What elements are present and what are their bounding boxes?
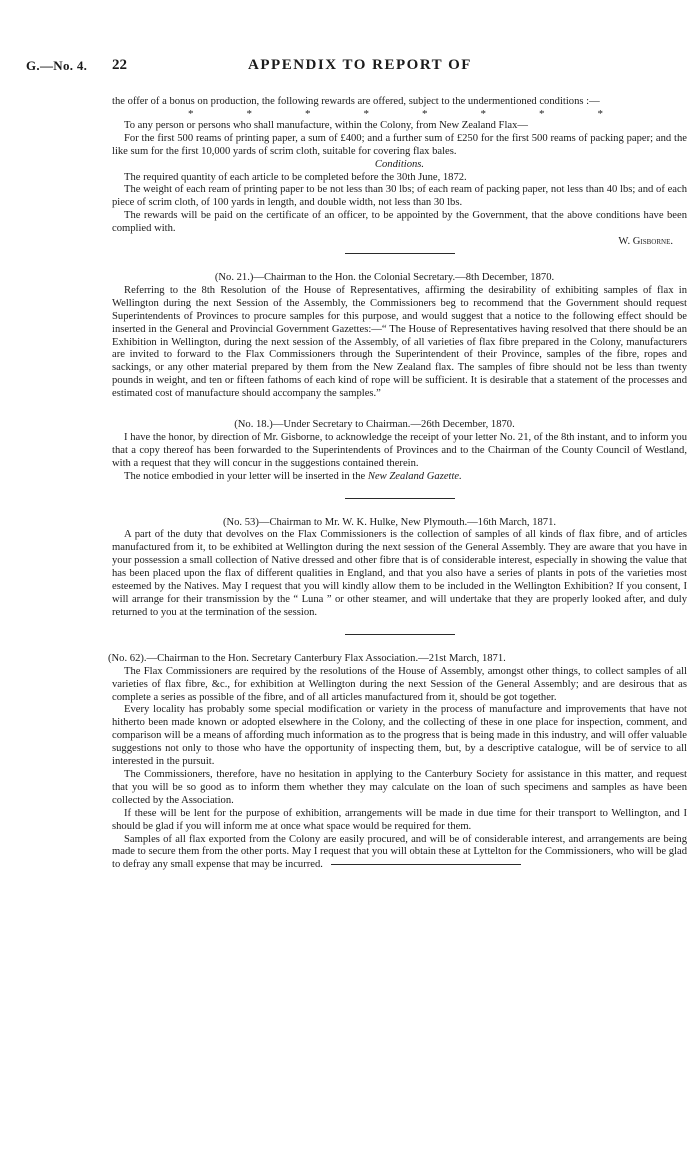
reward-terms: For the first 500 reams of printing paper, a sum of £400; and a further sum of £250 for the first 500 reams of packing paper; and the like sum for the first 10,000 yards of scrim cloth, suitable for covering flax bales. bbox=[112, 132, 687, 157]
letter-18-notice-text: The notice embodied in your letter will be inserted in the bbox=[124, 470, 366, 482]
page-header bbox=[0, 58, 700, 78]
ellipsis-stars bbox=[112, 109, 687, 120]
letter-62-para-5-text: Samples of all flax exported from the Colony are easily procured, and will be of considerable interest, and arrangements are being made to secure them from the other ports. May I request that you will obtain these at Lyttelton for the Commissioners, who will be glad to defray any small expense that may be incurred. bbox=[112, 833, 687, 871]
signature: W. Gisborne. bbox=[618, 236, 673, 248]
gazette-title: New Zealand Gazette. bbox=[367, 470, 462, 482]
star: * bbox=[363, 107, 369, 120]
star: * bbox=[597, 107, 603, 120]
star: * bbox=[246, 107, 252, 120]
document-body bbox=[108, 96, 687, 872]
star: * bbox=[188, 107, 194, 120]
star: * bbox=[422, 107, 428, 120]
letter-62-para-4: If these will be lent for the purpose of exhibition, arrangements will be made in due time for their transport to Wellington, and I should be glad if you will inform me at once what space would be required for them. bbox=[112, 807, 687, 832]
letter-62-para-2: Every locality has probably some special modification or variety in the process of manufacture and improvements that have not hitherto been made known or adopted elsewhere in the Colony, and the collecting of these in one place for inspection, comment, and comparison will be a means of affording much information as to the progress that is being made in this industry, and will offer valuable suggestions not only to those who have the opportunity of inspecting them, but, by a descriptive catalogue, will be of service to all interested in the pursuit. bbox=[112, 704, 687, 768]
star: * bbox=[539, 107, 545, 120]
letter-62-para-5 bbox=[112, 834, 687, 873]
document-reference: G.—No. 4. bbox=[26, 58, 88, 73]
condition-3: The rewards will be paid on the certificate of an officer, to be appointed by the Government, that the above conditions have been complied with. bbox=[112, 210, 687, 235]
letter-18-heading: (No. 18.)—Under Secretary to Chairman.—26th December, 1870. bbox=[234, 419, 515, 431]
letter-62-para-1: The Flax Commissioners are required by the resolutions of the House of Assembly, amongst other things, to collect samples of all varieties of flax fibre, &c., for exhibition at Wellington during the next Session of the General Assembly; and are desirous that as complete a series as possible of the fibre, and of all articles manufactured from it, should be got together. bbox=[112, 665, 687, 703]
condition-2: The weight of each ream of printing paper to be not less than 30 lbs; of each ream of packing paper, not less than 40 lbs; and of each piece of scrim cloth, of 100 yards in length, and double width, not less than 30 lbs. bbox=[112, 184, 687, 209]
letter-53-heading: (No. 53)—Chairman to Mr. W. K. Hulke, New Plymouth.—16th March, 1871. bbox=[222, 516, 557, 528]
conditions-heading: Conditions. bbox=[374, 158, 425, 170]
closing-rule bbox=[331, 864, 521, 865]
star: * bbox=[480, 107, 486, 120]
letter-62-para-3: The Commissioners, therefore, have no hesitation in applying to the Canterbury Society for assistance in this matter, and request that you will be so good as to inform them whether they may calculate on the loan of such specimens and samples as have been collected by the Association. bbox=[112, 768, 687, 806]
letter-18-body: I have the honor, by direction of Mr. Gisborne, to acknowledge the receipt of your letter No. 21, of the 8th instant, and to inform you that a copy thereof has been forwarded to the Superintendents of Provinces and to the Chairman of the County Council of Westland, with a request that they will concur in the suggestions contained therein. bbox=[112, 431, 687, 469]
intro-line: the offer of a bonus on production, the following rewards are offered, subject to the undermentioned conditions :— bbox=[112, 96, 600, 107]
star: * bbox=[305, 107, 311, 120]
condition-1: The required quantity of each article to be completed before the 30th June, 1872. bbox=[124, 171, 467, 183]
letter-62-heading: (No. 62).—Chairman to the Hon. Secretary Canterbury Flax Association.—21st March, 1871. bbox=[108, 652, 506, 664]
letter-53-body: A part of the duty that devolves on the Flax Commissioners is the collection of samples of all kinds of flax fibre, and of articles manufactured from it, to be exhibited at Wellington during the next session of the General Assembly. They are aware that you have in your possession a small collection of Native dressed and other fibre that is of considerable interest, especially in showing the value that has been placed upon the flax of different qualities in England, and that you also have a series of plants in pots of the varieties most esteemed by the Natives. May I request that you will kindly allow them to be included in the Wellington Exhibition? If you consent, I will arrange for their transmission by the “ Luna ” or other steamer, and will undertake that they are properly looked after, and duly returned to you at the termination of the session. bbox=[112, 529, 687, 618]
letter-18-notice bbox=[112, 471, 687, 484]
letter-21-heading: (No. 21.)—Chairman to the Hon. the Colonial Secretary.—8th December, 1870. bbox=[214, 271, 555, 283]
letter-21-body: Referring to the 8th Resolution of the House of Representatives, affirming the desirability of exhibiting samples of flax in Wellington during the next Session of the Assembly, the Commissioners beg to recommend that the Government should request Superintendents of Provinces to procure samples for this purpose, and would suggest that a notice to the following effect should be inserted in the General and Provincial Government Gazettes:—“ The House of Representatives having resolved that there should be an Exhibition in Wellington, during the next session of the Assembly, of all varieties of flax fibre prepared in the Colony, manufacturers are invited to forward to the Flax Commissioners through the Superintendent of their Province, samples of the fibre, ropes and sackings, or any other material prepared by them from the New Zealand flax. The samples of fibre should not be less than twenty pounds in weight, and ten or fifteen fathoms of each kind of rope will be sufficient. It is desirable that a statement of the processes and estimated cost of manufacture should accompany the samples.” bbox=[112, 284, 687, 400]
page-number: 22 bbox=[112, 57, 127, 73]
running-title: APPENDIX TO REPORT OF bbox=[248, 57, 472, 73]
reward-intro: To any person or persons who shall manufacture, within the Colony, from New Zealand Flax— bbox=[124, 119, 528, 131]
